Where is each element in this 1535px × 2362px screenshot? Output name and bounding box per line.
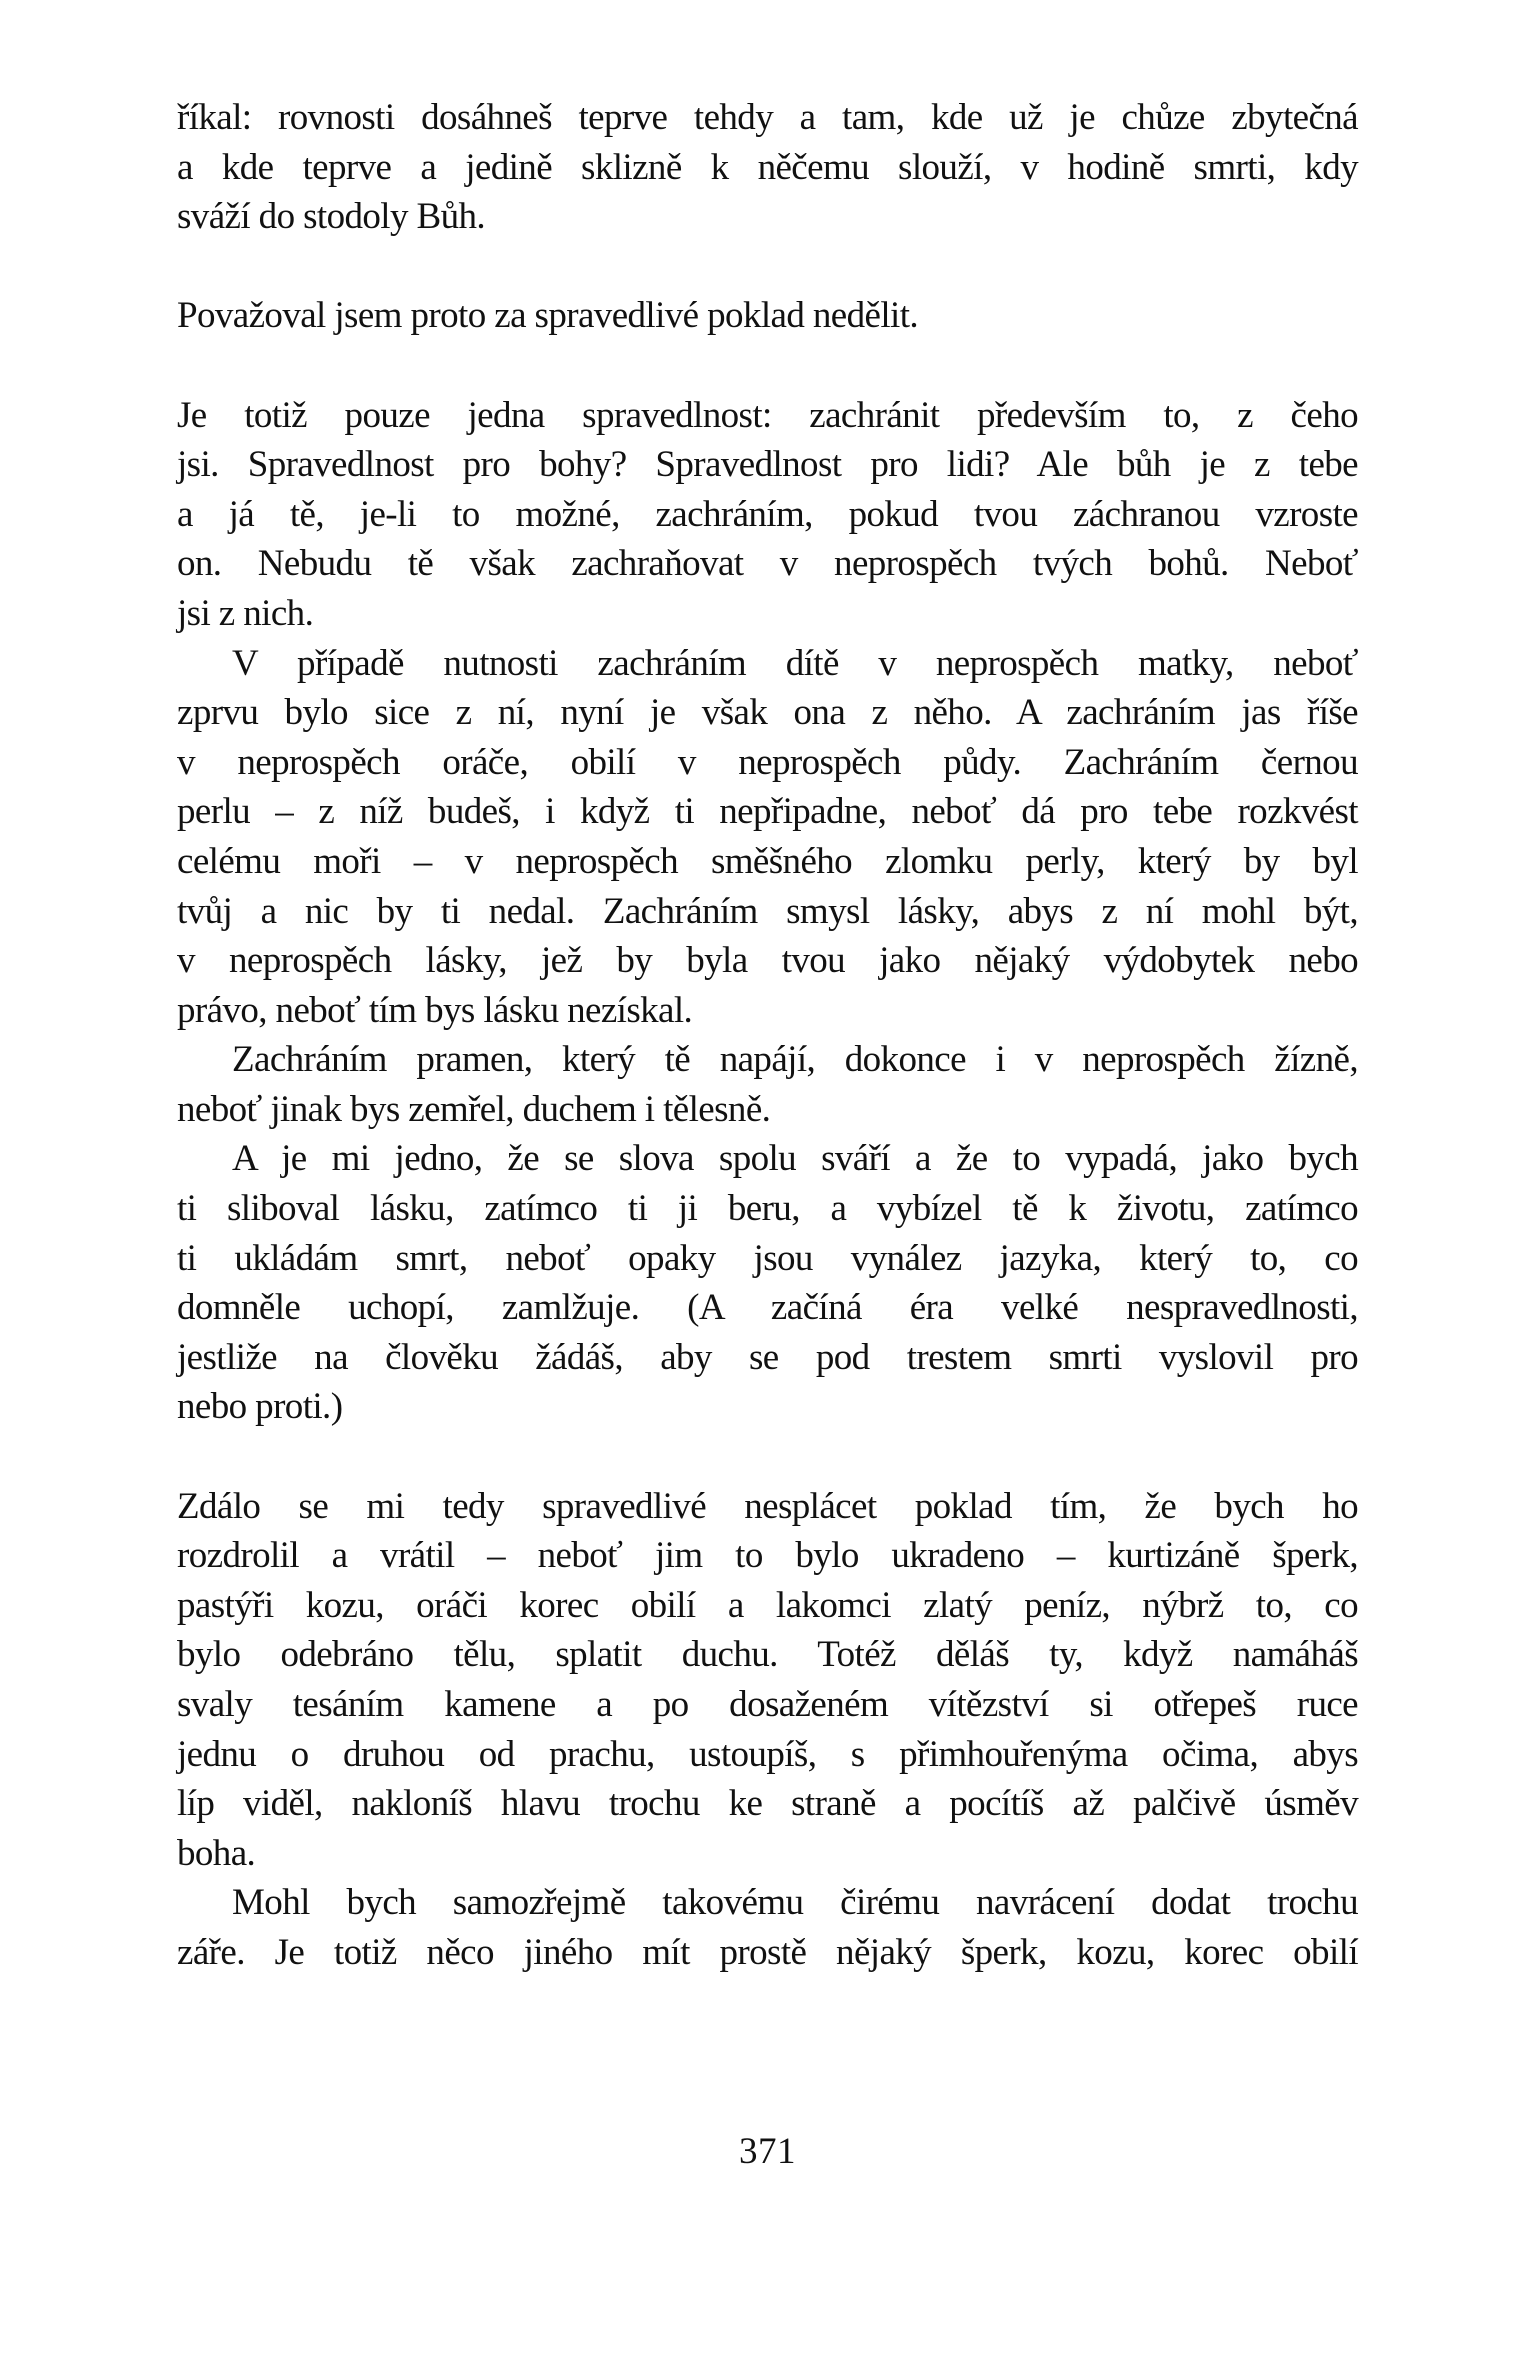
text-line: perlu – z níž budeš, i když ti nepřipadne, neboť dá pro tebe rozkvést (177, 791, 1358, 833)
text-line: Zdálo se mi tedy spravedlivé nesplácet poklad tím, že bych ho (177, 1485, 1358, 1527)
text-line: líp viděl, nakloníš hlavu trochu ke straně a pocítíš až palčivě úsměv (177, 1783, 1358, 1825)
text-line: ti ukládám smrt, neboť opaky jsou vynález jazyka, který to, co (177, 1237, 1358, 1279)
text-line: on. Nebudu tě však zachraňovat v neprospěch tvých bohů. Neboť (177, 543, 1358, 585)
paragraph-gap (177, 242, 1358, 292)
text-line: a kde teprve a jedině sklizně k něčemu slouží, v hodině smrti, kdy (177, 146, 1358, 188)
text-line: V případě nutnosti zachráním dítě v neprospěch matky, neboť (232, 642, 1358, 684)
paragraph-gap (177, 341, 1358, 391)
text-line: a já tě, je-li to možné, zachráním, pokud tvou záchranou vzroste (177, 493, 1358, 535)
text-line: celému moři – v neprospěch směšného zlomku perly, který by byl (177, 840, 1358, 882)
text-line: Považoval jsem proto za spravedlivé poklad nedělit. (177, 295, 919, 337)
text-line: domněle uchopí, zamlžuje. (A začíná éra velké nespravedlnosti, (177, 1287, 1358, 1329)
text-line: Zachráním pramen, který tě napájí, dokonce i v neprospěch žízně, (232, 1039, 1358, 1081)
text-line: v neprospěch lásky, jež by byla tvou jako nějaký výdobytek nebo (177, 940, 1358, 982)
text-line: říkal: rovnosti dosáhneš teprve tehdy a tam, kde už je chůze zbytečná (177, 97, 1358, 138)
text-line: bylo odebráno tělu, splatit duchu. Totéž děláš ty, když namáháš (177, 1634, 1358, 1676)
page-number: 371 (739, 2131, 796, 2172)
text-line: Je totiž pouze jedna spravedlnost: zachránit především to, z čeho (177, 394, 1358, 436)
text-line: tvůj a nic by ti nedal. Zachráním smysl lásky, abys z ní mohl být, (177, 890, 1358, 932)
text-line: boha. (177, 1832, 256, 1874)
text-line: záře. Je totiž něco jiného mít prostě nějaký šperk, kozu, korec obilí (177, 1931, 1358, 1973)
text-line: ti sliboval lásku, zatímco ti ji beru, a vybízel tě k životu, zatímco (177, 1188, 1358, 1230)
text-line: nebo proti.) (177, 1386, 343, 1428)
text-line: sváží do stodoly Bůh. (177, 196, 486, 238)
text-line: neboť jinak bys zemřel, duchem i tělesně. (177, 1088, 771, 1130)
body-text (177, 93, 1358, 1978)
text-line: jestliže na člověku žádáš, aby se pod trestem smrti vyslovil pro (177, 1336, 1358, 1378)
text-line: jsi z nich. (177, 592, 314, 634)
text-line: jsi. Spravedlnost pro bohy? Spravedlnost pro lidi? Ale bůh je z tebe (177, 444, 1358, 486)
text-line: jednu o druhou od prachu, ustoupíš, s přimhouřenýma očima, abys (177, 1733, 1358, 1775)
text-line: Mohl bych samozřejmě takovému čirému navrácení dodat trochu (232, 1882, 1358, 1924)
text-line: pastýři kozu, oráči korec obilí a lakomci zlatý peníz, nýbrž to, co (177, 1584, 1358, 1626)
text-line: právo, neboť tím bys lásku nezískal. (177, 989, 693, 1031)
text-line: zprvu bylo sice z ní, nyní je však ona z něho. A zachráním jas říše (177, 692, 1358, 734)
text-line: svaly tesáním kamene a po dosaženém vítězství si otřepeš ruce (177, 1684, 1358, 1725)
text-line: rozdrolil a vrátil – neboť jim to bylo ukradeno – kurtizáně šperk, (177, 1535, 1358, 1577)
text-line: v neprospěch oráče, obilí v neprospěch půdy. Zachráním černou (177, 741, 1358, 783)
paragraph-gap (177, 1432, 1358, 1482)
text-line: A je mi jedno, že se slova spolu sváří a že to vypadá, jako bych (232, 1138, 1358, 1180)
